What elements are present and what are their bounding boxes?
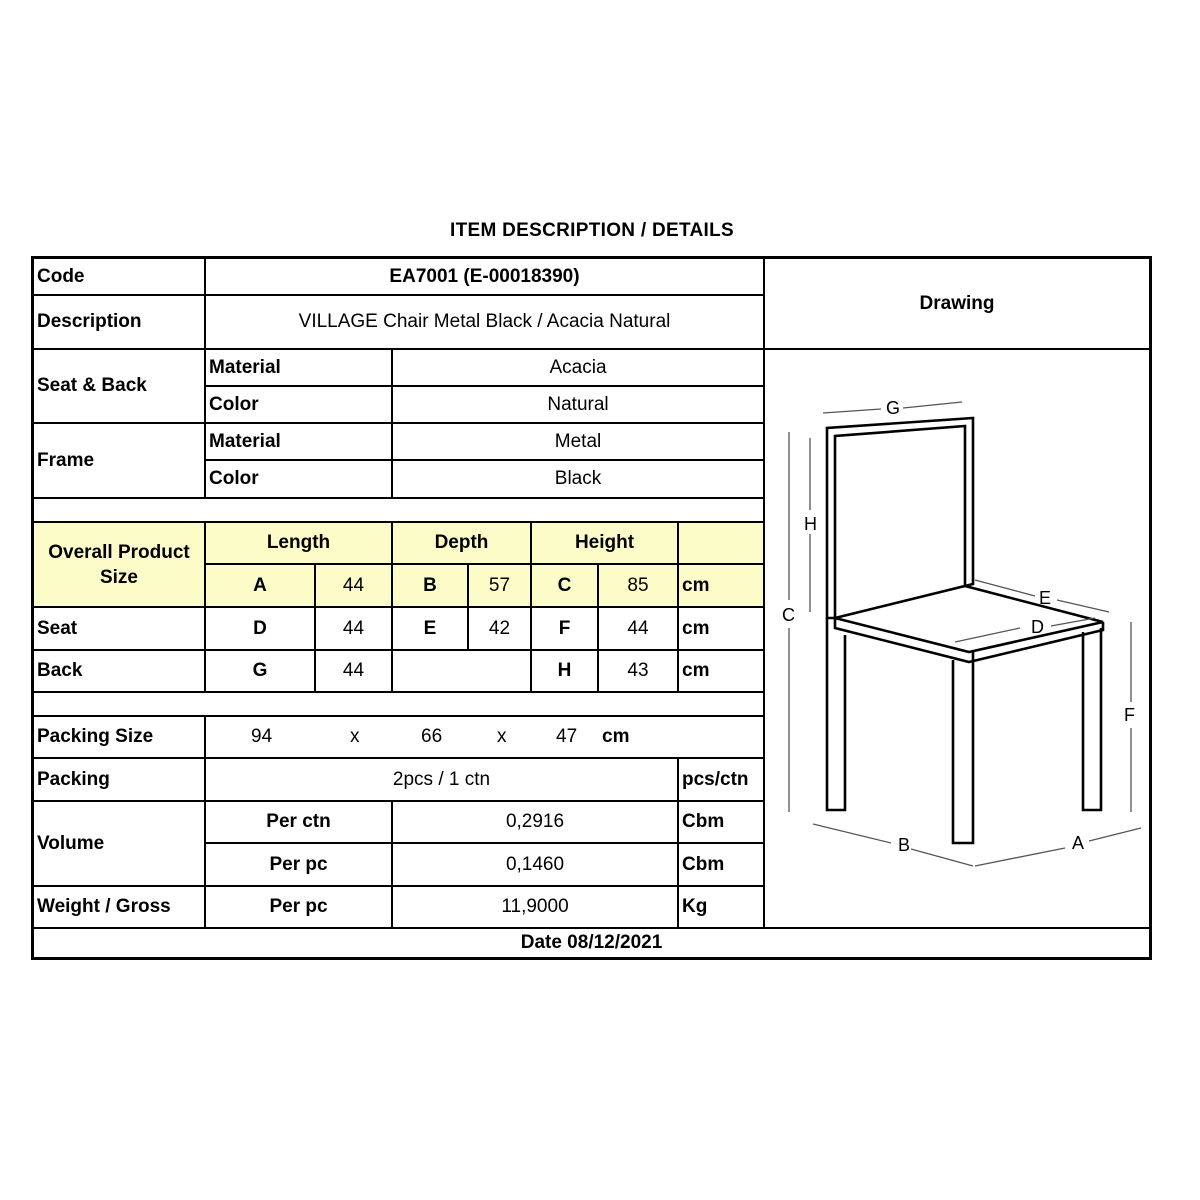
depth-header: Depth xyxy=(393,523,532,565)
chair-leg-front-left xyxy=(827,618,845,810)
volume-label: Volume xyxy=(34,802,206,887)
drawing-header: Drawing xyxy=(765,259,1149,350)
overall-b-value: 57 xyxy=(469,565,532,608)
dim-line-e-right xyxy=(1057,600,1109,612)
packing-size-sep-2: x xyxy=(497,726,507,747)
packing-value: 2pcs / 1 ctn xyxy=(206,759,679,802)
dim-label-g: G xyxy=(886,398,901,418)
packing-size-sep-1: x xyxy=(350,726,360,747)
weight-unit: Kg xyxy=(679,887,765,929)
document-title: ITEM DESCRIPTION / DETAILS xyxy=(449,220,734,241)
back-g-key: G xyxy=(206,651,316,693)
seat-d-value: 44 xyxy=(316,608,393,651)
overall-b-key: B xyxy=(393,565,469,608)
dim-label-h: H xyxy=(804,514,817,534)
packing-size-unit: cm xyxy=(602,726,630,747)
back-unit: cm xyxy=(679,651,765,693)
seat-back-material-value: Acacia xyxy=(393,350,765,387)
weight-per-pc-label: Per pc xyxy=(206,887,393,929)
back-h-value: 43 xyxy=(599,651,679,693)
back-g-value: 44 xyxy=(316,651,393,693)
description-value: VILLAGE Chair Metal Black / Acacia Natural xyxy=(206,296,765,350)
code-label: Code xyxy=(34,259,206,296)
packing-size-height: 47 xyxy=(556,726,578,747)
seat-f-value: 44 xyxy=(599,608,679,651)
drawing-panel xyxy=(765,350,1149,929)
volume-per-ctn-unit: Cbm xyxy=(679,802,765,844)
spacer-row xyxy=(34,499,765,523)
seat-e-value: 42 xyxy=(469,608,532,651)
dim-label-f: F xyxy=(1124,705,1135,725)
description-label: Description xyxy=(34,296,206,350)
dim-label-c: C xyxy=(782,605,795,625)
frame-label: Frame xyxy=(34,424,206,499)
frame-color-label: Color xyxy=(206,461,393,499)
dim-line-a-left xyxy=(975,848,1065,866)
dim-line-b-right xyxy=(911,849,973,866)
back-dims-label: Back xyxy=(34,651,206,693)
dim-label-a: A xyxy=(1072,833,1085,853)
seat-back-color-value: Natural xyxy=(393,387,765,424)
chair-seat-shape xyxy=(835,586,1103,652)
seat-unit: cm xyxy=(679,608,765,651)
item-details-sheet xyxy=(31,256,1152,960)
height-header: Height xyxy=(532,523,679,565)
packing-unit: pcs/ctn xyxy=(679,759,765,802)
volume-per-pc-value: 0,1460 xyxy=(393,844,679,887)
seat-d-key: D xyxy=(206,608,316,651)
seat-e-key: E xyxy=(393,608,469,651)
unit-header-blank xyxy=(679,523,765,565)
chair-dimension-drawing xyxy=(765,350,1149,927)
volume-per-pc-label: Per pc xyxy=(206,844,393,887)
overall-size-label: Overall Product Size xyxy=(34,523,206,608)
chair-seat-edge xyxy=(835,618,1103,662)
packing-size-value-cell xyxy=(206,717,765,759)
volume-per-ctn-value: 0,2916 xyxy=(393,802,679,844)
overall-c-key: C xyxy=(532,565,599,608)
dim-line-g-left xyxy=(823,409,881,413)
overall-a-value: 44 xyxy=(316,565,393,608)
dim-label-e: E xyxy=(1039,588,1052,608)
code-value: EA7001 (E-00018390) xyxy=(206,259,765,296)
packing-size-width: 66 xyxy=(421,726,443,747)
frame-material-value: Metal xyxy=(393,424,765,461)
length-header: Length xyxy=(206,523,393,565)
volume-per-pc-unit: Cbm xyxy=(679,844,765,887)
dim-line-e-left xyxy=(975,580,1035,596)
overall-unit: cm xyxy=(679,565,765,608)
seat-back-material-label: Material xyxy=(206,350,393,387)
packing-size-length: 94 xyxy=(251,726,273,747)
back-empty-cell xyxy=(393,651,532,693)
dim-label-b: B xyxy=(898,835,911,855)
weight-value: 11,9000 xyxy=(393,887,679,929)
frame-material-label: Material xyxy=(206,424,393,461)
weight-label: Weight / Gross xyxy=(34,887,206,929)
seat-f-key: F xyxy=(532,608,599,651)
dim-line-a-right xyxy=(1089,828,1141,841)
chair-backrest-shape xyxy=(827,418,973,618)
seat-back-color-label: Color xyxy=(206,387,393,424)
packing-size-label: Packing Size xyxy=(34,717,206,759)
frame-color-value: Black xyxy=(393,461,765,499)
dim-line-b-left xyxy=(813,824,891,843)
seat-back-label: Seat & Back xyxy=(34,350,206,424)
spacer-row-2 xyxy=(34,693,765,717)
chair-leg-back-right xyxy=(1083,628,1101,810)
overall-a-key: A xyxy=(206,565,316,608)
overall-c-value: 85 xyxy=(599,565,679,608)
seat-dims-label: Seat xyxy=(34,608,206,651)
packing-label: Packing xyxy=(34,759,206,802)
volume-per-ctn-label: Per ctn xyxy=(206,802,393,844)
dim-line-d-left xyxy=(955,628,1020,642)
back-h-key: H xyxy=(532,651,599,693)
chair-leg-front-right xyxy=(953,660,973,843)
date-footer: Date 08/12/2021 xyxy=(520,932,663,953)
dim-label-d: D xyxy=(1031,617,1044,637)
dim-line-g-right xyxy=(903,402,962,408)
